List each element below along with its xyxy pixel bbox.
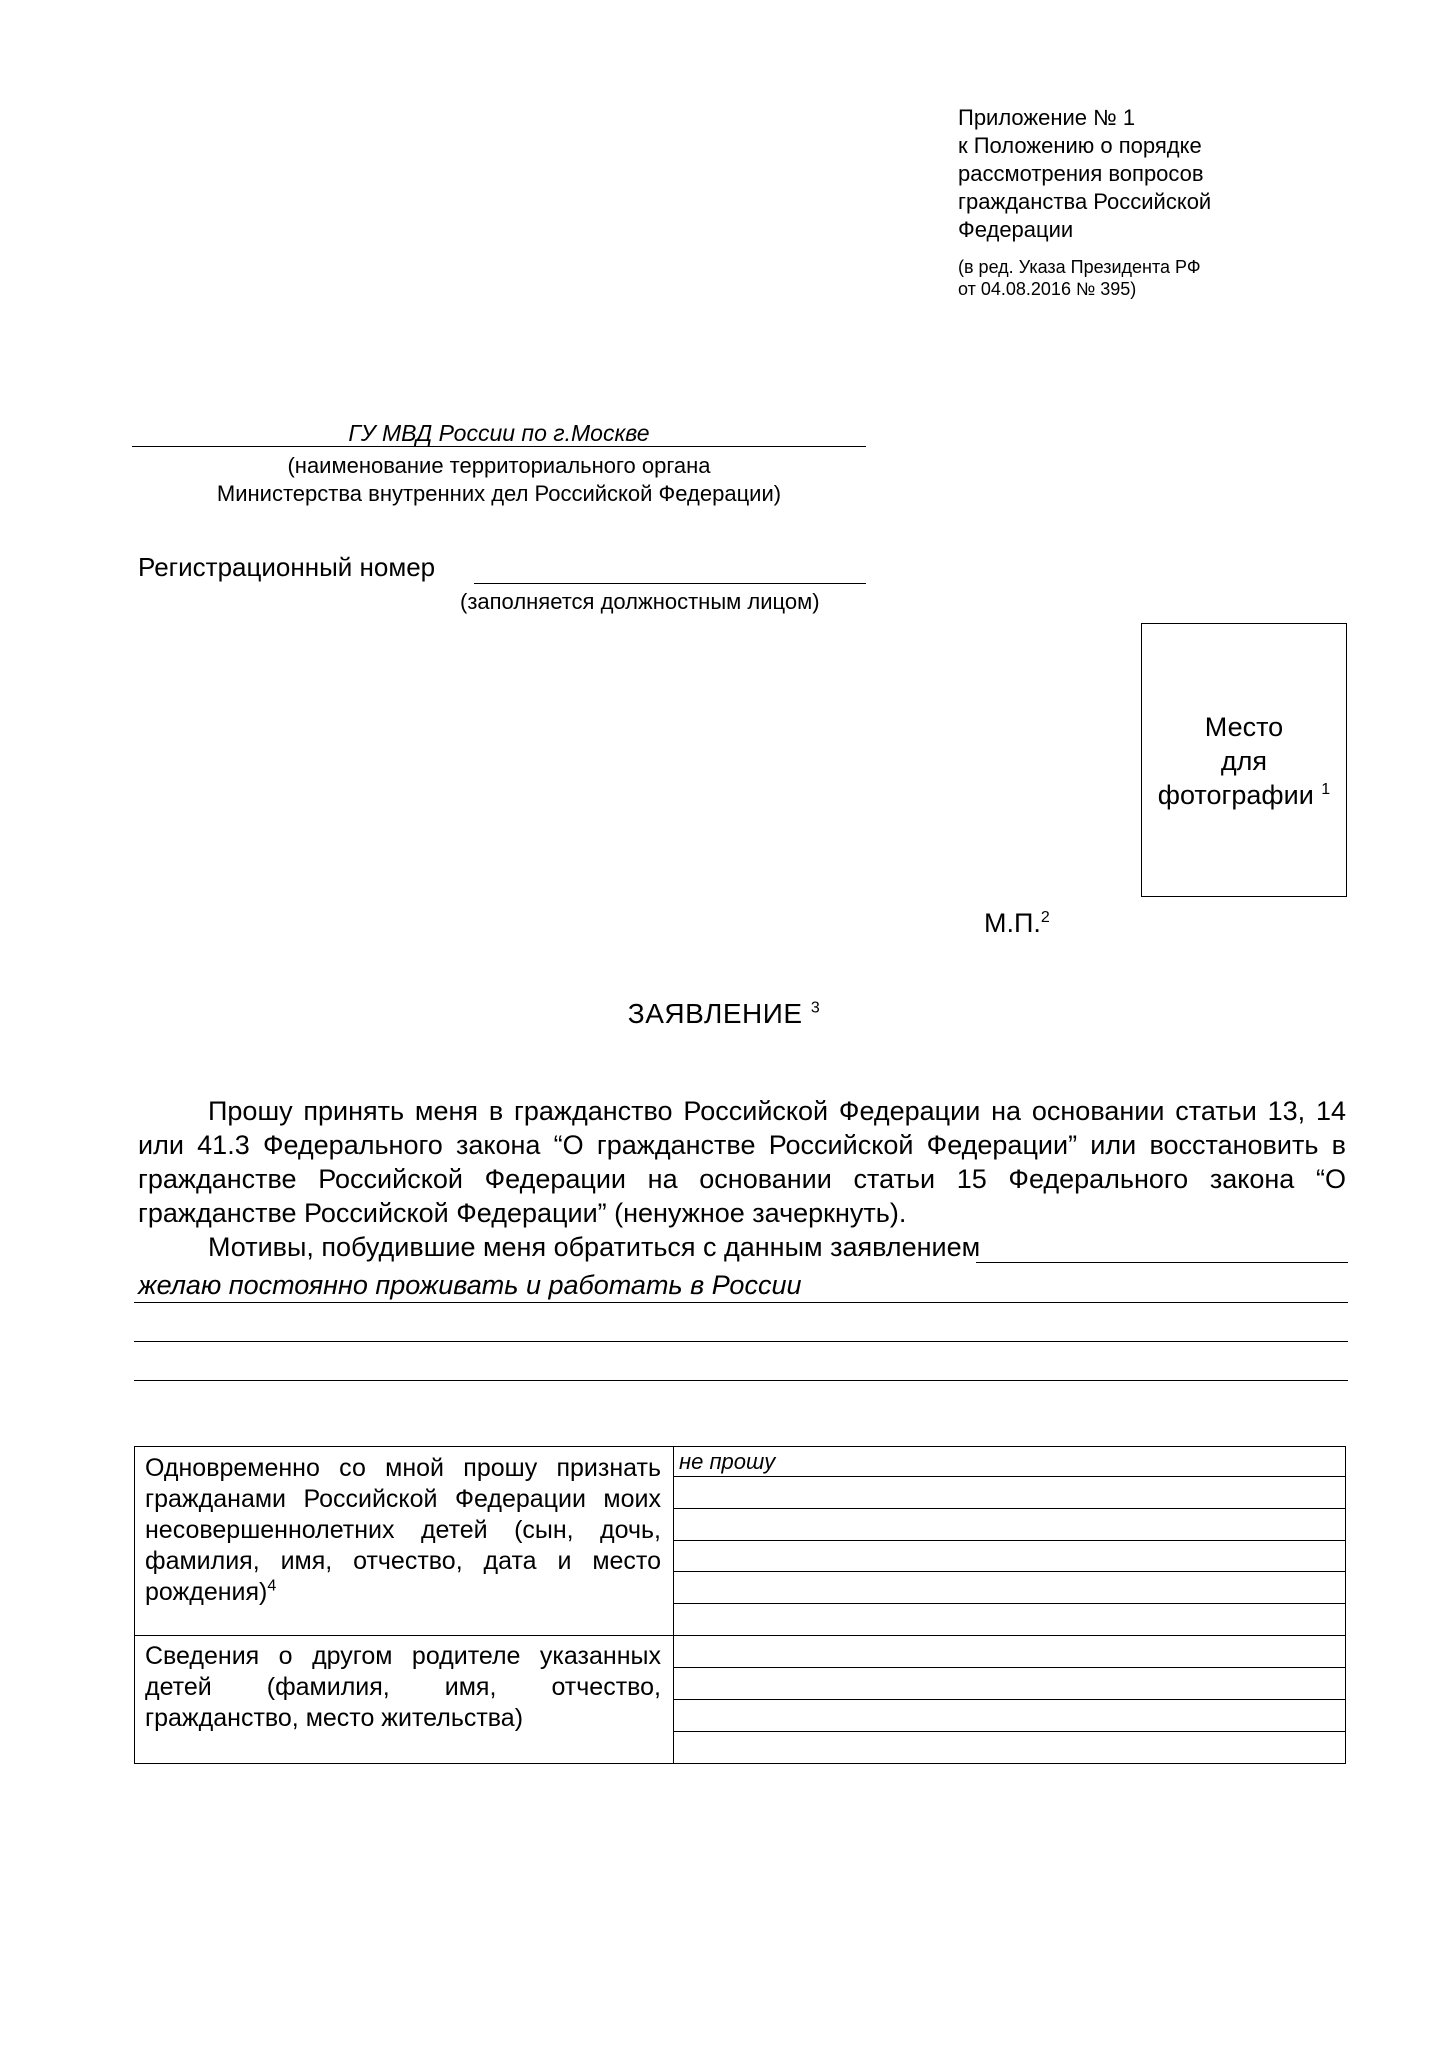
- appendix-line: рассмотрения вопросов: [958, 161, 1204, 186]
- motives-line: [134, 1302, 1348, 1303]
- table-row-divider: [135, 1635, 1345, 1636]
- table-line: [673, 1540, 1345, 1541]
- table-line: [673, 1667, 1345, 1668]
- other-parent-answer-row[interactable]: [675, 1669, 1343, 1697]
- table-line: [673, 1603, 1345, 1604]
- other-parent-answer-row[interactable]: [675, 1733, 1343, 1761]
- children-answer-row[interactable]: [675, 1447, 1343, 1475]
- motives-line-blank[interactable]: [134, 1341, 1348, 1342]
- appendix-line: к Положению о порядке: [958, 133, 1202, 158]
- photo-placeholder: [1141, 623, 1347, 897]
- other-parent-label-cell: Сведения о другом родителе указанных детей (фамилия, имя, отчество, гражданство, место жительства): [145, 1642, 661, 1732]
- children-answer-field[interactable]: не прошу: [679, 1449, 776, 1474]
- appendix-line: гражданства Российской: [958, 189, 1212, 214]
- request-paragraph: Прошу принять меня в гражданство Российской Федерации на основании статьи 13, 14 или 41.3 Федерального закона “О гражданстве Российской Федерации” или восстановить в гражданстве Российской Федерации на основании статьи 15 Федерального закона “О гражданстве Российской Федерации” (ненужное зачеркнуть).: [138, 1096, 1346, 1228]
- organ-caption-line: (наименование территориального органа: [287, 453, 711, 478]
- footnote-marker: 4: [267, 1577, 277, 1595]
- application-body: [138, 1094, 1346, 1264]
- registration-number-field[interactable]: [474, 583, 866, 584]
- motives-field[interactable]: желаю постоянно проживать и работать в России: [138, 1270, 802, 1300]
- table-line: [673, 1699, 1345, 1700]
- photo-text-line: для: [1220, 746, 1268, 776]
- appendix-header: [958, 104, 1288, 300]
- children-answer-row[interactable]: [675, 1542, 1343, 1570]
- appendix-line: Приложение № 1: [958, 105, 1136, 130]
- other-parent-answer-row[interactable]: [675, 1637, 1343, 1665]
- territorial-organ-field[interactable]: ГУ МВД России по г.Москве: [348, 420, 650, 446]
- organ-caption-line: Министерства внутренних дел Российской Федерации): [216, 481, 782, 506]
- photo-text-word: фотографии: [1157, 780, 1314, 810]
- territorial-organ-caption: [132, 452, 866, 508]
- edition-line: (в ред. Указа Президента РФ: [958, 257, 1201, 277]
- title-text: ЗАЯВЛЕНИЕ: [627, 998, 803, 1029]
- photo-text-line: Место: [1204, 712, 1284, 742]
- table-line: [673, 1571, 1345, 1572]
- footnote-marker: 1: [1321, 781, 1331, 798]
- photo-placeholder-text: [1142, 710, 1346, 812]
- children-answer-row[interactable]: [675, 1510, 1343, 1538]
- territorial-organ-underline: [132, 446, 866, 447]
- children-answer-row[interactable]: [675, 1478, 1343, 1506]
- footnote-marker: 2: [1040, 909, 1050, 926]
- children-table: [134, 1446, 1346, 1764]
- children-answer-row[interactable]: [675, 1605, 1343, 1633]
- table-column-divider: [673, 1447, 674, 1763]
- table-line: [673, 1476, 1345, 1477]
- children-answer-row[interactable]: [675, 1573, 1343, 1601]
- appendix-line: Федерации: [958, 217, 1074, 242]
- table-line: [673, 1508, 1345, 1509]
- stamp-place: [984, 906, 1050, 940]
- edition-note: [958, 256, 1288, 300]
- table-line: [673, 1731, 1345, 1732]
- stamp-label: М.П.: [984, 908, 1041, 938]
- motives-line-blank[interactable]: [134, 1380, 1348, 1381]
- photo-text-line: [1142, 778, 1346, 812]
- motives-label: Мотивы, побудившие меня обратиться с данным заявлением: [208, 1232, 981, 1262]
- motives-underline: [976, 1262, 1348, 1263]
- other-parent-answer-row[interactable]: [675, 1701, 1343, 1729]
- document-title: [0, 996, 1448, 1032]
- children-label: Одновременно со мной прошу признать гражданами Российской Федерации моих несовершеннолетних детей (сын, дочь, фамилия, имя, отчество, дата и место рождения): [145, 1454, 661, 1606]
- edition-line: от 04.08.2016 № 395): [958, 279, 1137, 299]
- registration-number-caption: (заполняется должностным лицом): [460, 589, 820, 614]
- footnote-marker: 3: [810, 999, 821, 1017]
- registration-number-label: Регистрационный номер: [138, 552, 436, 582]
- children-label-cell: [145, 1453, 661, 1608]
